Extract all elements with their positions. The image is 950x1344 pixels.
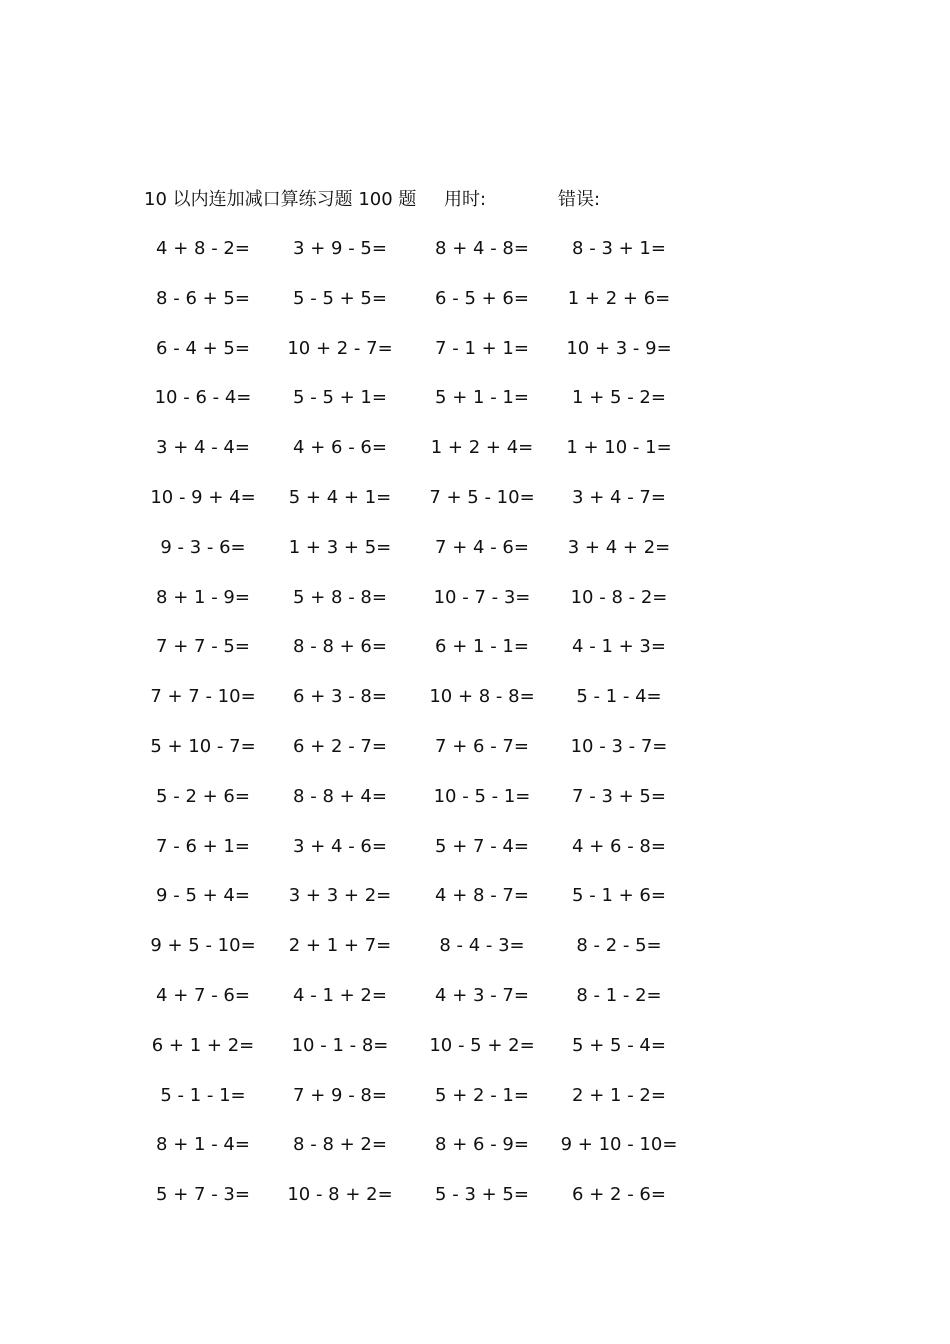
- arithmetic-problem: 10 - 5 + 2=: [429, 1034, 535, 1056]
- arithmetic-problem: 7 + 7 - 10=: [150, 686, 256, 708]
- arithmetic-problem: 10 + 2 - 7=: [287, 337, 393, 359]
- problem-row: [0, 834, 950, 884]
- arithmetic-problem: 5 - 1 - 4=: [576, 686, 662, 708]
- arithmetic-problem: 8 - 3 + 1=: [572, 238, 666, 259]
- arithmetic-problem: 3 + 4 + 2=: [567, 536, 671, 558]
- problem-row: [0, 734, 950, 784]
- arithmetic-problem: 4 - 1 + 3=: [572, 636, 666, 658]
- arithmetic-problem: 5 - 3 + 5=: [435, 1184, 529, 1206]
- arithmetic-problem: 3 + 4 - 7=: [572, 486, 666, 508]
- problem-row: [0, 585, 950, 635]
- problem-row: [0, 684, 950, 734]
- problem-row: [0, 634, 950, 684]
- arithmetic-problem: 10 - 8 + 2=: [287, 1184, 393, 1206]
- worksheet-title: 10 以内连加减口算练习题 100 题: [144, 189, 417, 210]
- arithmetic-problem: 6 - 5 + 6=: [435, 287, 529, 309]
- arithmetic-problem: 1 + 2 + 4=: [430, 437, 534, 459]
- arithmetic-problem: 7 + 7 - 5=: [156, 636, 250, 658]
- arithmetic-problem: 5 + 7 - 4=: [435, 835, 529, 857]
- problem-row: [0, 784, 950, 834]
- arithmetic-problem: 1 + 10 - 1=: [566, 437, 672, 459]
- arithmetic-problem: 7 + 6 - 7=: [435, 735, 529, 757]
- arithmetic-problem: 8 - 8 + 4=: [293, 785, 387, 807]
- arithmetic-problem: 8 - 1 - 2=: [576, 984, 662, 1006]
- arithmetic-problem: 9 - 5 + 4=: [156, 885, 250, 907]
- arithmetic-problem: 3 + 9 - 5=: [293, 238, 387, 259]
- problem-row: [0, 435, 950, 485]
- arithmetic-problem: 4 + 6 - 8=: [572, 835, 666, 857]
- arithmetic-problem: 10 - 9 + 4=: [150, 486, 256, 508]
- arithmetic-problem: 5 + 4 + 1=: [288, 486, 392, 508]
- problem-row: [0, 883, 950, 933]
- arithmetic-problem: 5 + 7 - 3=: [156, 1184, 250, 1206]
- arithmetic-problem: 10 - 5 - 1=: [433, 785, 531, 807]
- problem-row: [0, 286, 950, 336]
- arithmetic-problem: 7 + 9 - 8=: [293, 1084, 387, 1106]
- arithmetic-problem: 5 + 2 - 1=: [435, 1084, 529, 1106]
- arithmetic-problem: 2 + 1 - 2=: [572, 1084, 666, 1106]
- arithmetic-problem: 10 + 8 - 8=: [429, 686, 535, 708]
- arithmetic-problem: 7 + 5 - 10=: [429, 486, 535, 508]
- arithmetic-problem: 8 - 8 + 2=: [293, 1134, 387, 1156]
- problem-row: [0, 535, 950, 585]
- arithmetic-problem: 7 - 1 + 1=: [435, 337, 529, 359]
- arithmetic-problem: 6 + 2 - 7=: [293, 735, 387, 757]
- arithmetic-problem: 10 + 3 - 9=: [566, 337, 672, 359]
- problem-row: [0, 983, 950, 1033]
- arithmetic-problem: 7 + 4 - 6=: [435, 536, 529, 558]
- arithmetic-problem: 9 + 5 - 10=: [150, 935, 256, 957]
- problem-row: [0, 336, 950, 386]
- arithmetic-problem: 8 - 8 + 6=: [293, 636, 387, 658]
- arithmetic-problem: 5 + 1 - 1=: [435, 387, 529, 409]
- arithmetic-problem: 9 + 10 - 10=: [560, 1134, 678, 1156]
- arithmetic-problem: 1 + 3 + 5=: [288, 536, 392, 558]
- arithmetic-problem: 10 - 6 - 4=: [154, 387, 252, 409]
- arithmetic-problem: 6 + 2 - 6=: [572, 1184, 666, 1206]
- errors-label: 错误:: [558, 189, 601, 210]
- arithmetic-problem: 8 + 6 - 9=: [435, 1134, 529, 1156]
- arithmetic-problem: 7 - 6 + 1=: [156, 835, 250, 857]
- arithmetic-problem: 4 + 7 - 6=: [156, 984, 250, 1006]
- arithmetic-problem: 4 + 8 - 2=: [156, 238, 250, 259]
- arithmetic-problem: 3 + 4 - 6=: [293, 835, 387, 857]
- problem-row: [0, 1033, 950, 1083]
- arithmetic-problem: 8 + 4 - 8=: [435, 238, 529, 259]
- arithmetic-problem: 8 - 2 - 5=: [576, 935, 662, 957]
- arithmetic-problem: 5 - 5 + 1=: [293, 387, 387, 409]
- arithmetic-problem: 4 + 3 - 7=: [435, 984, 529, 1006]
- arithmetic-problem: 4 + 8 - 7=: [435, 885, 529, 907]
- arithmetic-problem: 5 + 5 - 4=: [572, 1034, 666, 1056]
- problem-row: [0, 1182, 950, 1232]
- arithmetic-problem: 1 + 5 - 2=: [572, 387, 666, 409]
- problem-row: [0, 236, 950, 286]
- arithmetic-problem: 5 + 8 - 8=: [293, 586, 387, 608]
- arithmetic-problem: 5 - 5 + 5=: [293, 287, 387, 309]
- arithmetic-problem: 10 - 1 - 8=: [291, 1034, 389, 1056]
- arithmetic-problem: 5 - 1 - 1=: [160, 1084, 246, 1106]
- arithmetic-problem: 8 + 1 - 9=: [156, 586, 250, 608]
- time-used-label: 用时:: [444, 189, 487, 210]
- arithmetic-problem: 5 - 2 + 6=: [156, 785, 250, 807]
- arithmetic-problem: 3 + 4 - 4=: [156, 437, 250, 459]
- problem-row: [0, 1132, 950, 1182]
- arithmetic-problem: 6 + 1 + 2=: [151, 1034, 255, 1056]
- arithmetic-problem: 5 + 10 - 7=: [150, 735, 256, 757]
- arithmetic-problem: 7 - 3 + 5=: [572, 785, 666, 807]
- arithmetic-problem: 3 + 3 + 2=: [288, 885, 392, 907]
- arithmetic-problem: 8 + 1 - 4=: [156, 1134, 250, 1156]
- problem-grid: [0, 236, 950, 1232]
- problem-row: [0, 485, 950, 535]
- arithmetic-problem: 1 + 2 + 6=: [567, 287, 671, 309]
- arithmetic-problem: 10 - 8 - 2=: [570, 586, 668, 608]
- arithmetic-problem: 6 - 4 + 5=: [156, 337, 250, 359]
- problem-row: [0, 1083, 950, 1133]
- arithmetic-problem: 8 - 6 + 5=: [156, 287, 250, 309]
- arithmetic-problem: 4 + 6 - 6=: [293, 437, 387, 459]
- arithmetic-problem: 6 + 1 - 1=: [435, 636, 529, 658]
- arithmetic-problem: 6 + 3 - 8=: [293, 686, 387, 708]
- arithmetic-problem: 2 + 1 + 7=: [288, 935, 392, 957]
- problem-row: [0, 933, 950, 983]
- arithmetic-problem: 10 - 7 - 3=: [433, 586, 531, 608]
- arithmetic-problem: 10 - 3 - 7=: [570, 735, 668, 757]
- problem-row: [0, 385, 950, 435]
- arithmetic-problem: 4 - 1 + 2=: [293, 984, 387, 1006]
- arithmetic-problem: 8 - 4 - 3=: [439, 935, 525, 957]
- arithmetic-problem: 9 - 3 - 6=: [160, 536, 246, 558]
- arithmetic-problem: 5 - 1 + 6=: [572, 885, 666, 907]
